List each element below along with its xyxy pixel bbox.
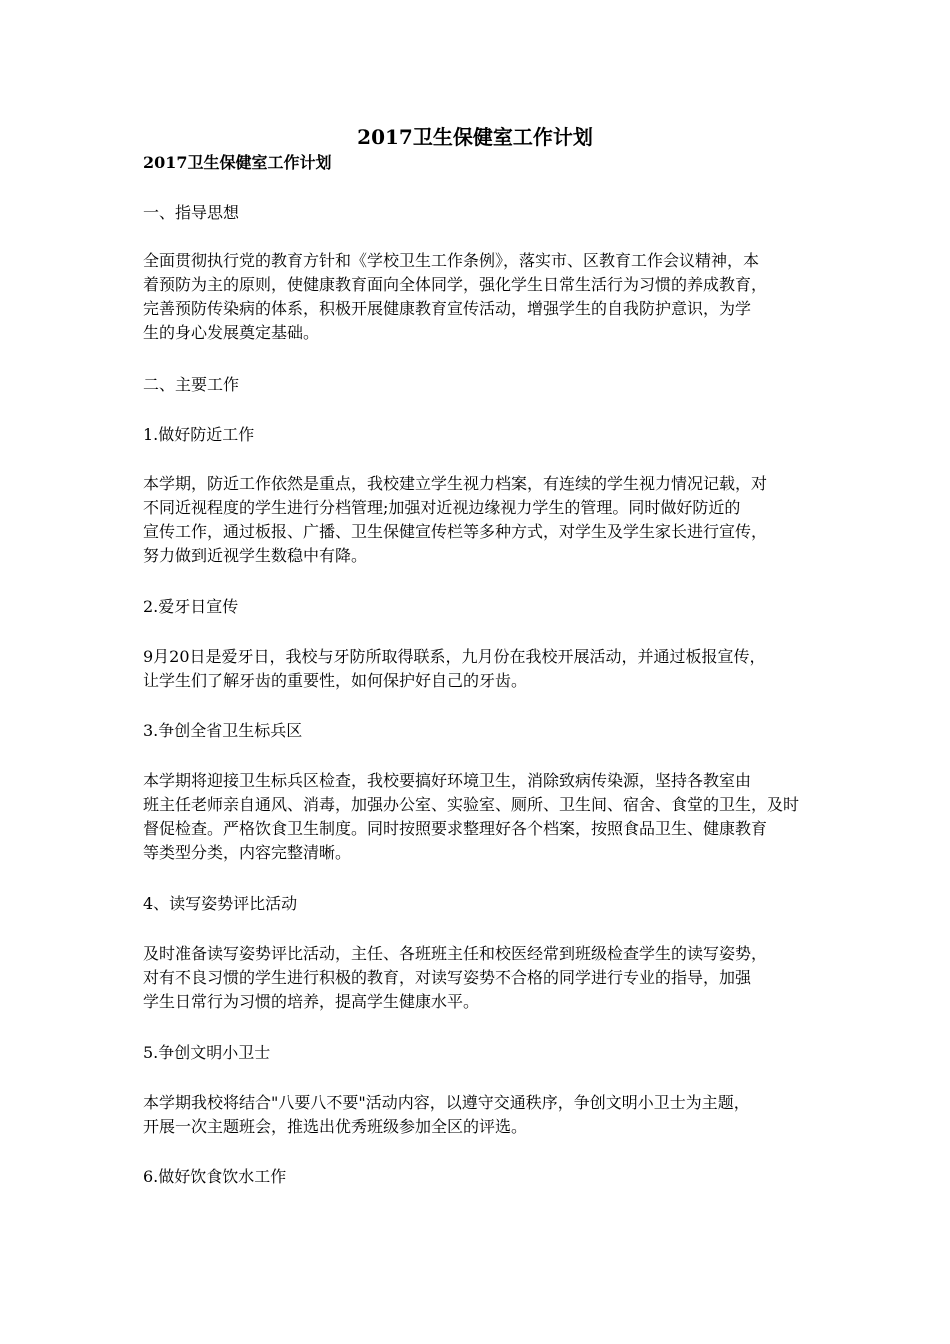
paragraph-line: 学生日常行为习惯的培养，提高学生健康水平。 xyxy=(143,992,480,1011)
paragraph-line: 本学期，防近工作依然是重点，我校建立学生视力档案，有连续的学生视力情况记载，对 xyxy=(143,474,768,493)
paragraph-line: 全面贯彻执行党的教育方针和《学校卫生工作条例》，落实市、区教育工作会议精神，本 xyxy=(143,251,760,270)
item-heading: 5.争创文明小卫士 xyxy=(143,1043,271,1062)
paragraph-line: 9月20日是爱牙日，我校与牙防所取得联系，九月份在我校开展活动，并通过板报宣传， xyxy=(143,647,766,666)
paragraph-line: 对有不良习惯的学生进行积极的教育，对读写姿势不合格的同学进行专业的指导，加强 xyxy=(143,968,752,987)
paragraph-line: 生的身心发展奠定基础。 xyxy=(143,323,320,342)
item-heading: 2.爱牙日宣传 xyxy=(143,597,239,616)
paragraph-line: 及时准备读写姿势评比活动，主任、各班班主任和校医经常到班级检查学生的读写姿势， xyxy=(143,944,768,963)
paragraph-line: 着预防为主的原则，使健康教育面向全体同学，强化学生日常生活行为习惯的养成教育， xyxy=(143,275,768,294)
paragraph-line: 让学生们了解牙齿的重要性，如何保护好自己的牙齿。 xyxy=(143,671,528,690)
paragraph-line: 宣传工作，通过板报、广播、卫生保健宣传栏等多种方式，对学生及学生家长进行宣传， xyxy=(143,522,768,541)
section-heading-main-work: 二、主要工作 xyxy=(143,375,240,394)
paragraph-line: 等类型分类，内容完整清晰。 xyxy=(143,843,352,862)
paragraph-line: 班主任老师亲自通风、消毒，加强办公室、实验室、厕所、卫生间、宿舍、食堂的卫生，及时 xyxy=(143,795,800,814)
paragraph-line: 督促检查。严格饮食卫生制度。同时按照要求整理好各个档案，按照食品卫生、健康教育 xyxy=(143,819,768,838)
paragraph-line: 开展一次主题班会，推选出优秀班级参加全区的评选。 xyxy=(143,1117,528,1136)
paragraph-line: 不同近视程度的学生进行分档管理;加强对近视边缘视力学生的管理。同时做好防近的 xyxy=(143,498,741,517)
item-heading: 1.做好防近工作 xyxy=(143,425,255,444)
document-title: 2017卫生保健室工作计划 xyxy=(357,125,593,149)
item-heading: 6.做好饮食饮水工作 xyxy=(143,1167,287,1186)
paragraph-line: 本学期我校将结合"八要八不要"活动内容，以遵守交通秩序，争创文明小卫士为主题， xyxy=(143,1093,750,1112)
section-heading-guiding-ideology: 一、指导思想 xyxy=(143,203,240,222)
paragraph-line: 完善预防传染病的体系，积极开展健康教育宣传活动，增强学生的自我防护意识，为学 xyxy=(143,299,752,318)
paragraph-line: 本学期将迎接卫生标兵区检查，我校要搞好环境卫生，消除致病传染源，坚持各教室由 xyxy=(143,771,752,790)
item-heading: 3.争创全省卫生标兵区 xyxy=(143,721,303,740)
paragraph-line: 努力做到近视学生数稳中有降。 xyxy=(143,546,368,565)
document-subtitle: 2017卫生保健室工作计划 xyxy=(143,153,332,172)
item-heading: 4、读写姿势评比活动 xyxy=(143,894,298,913)
